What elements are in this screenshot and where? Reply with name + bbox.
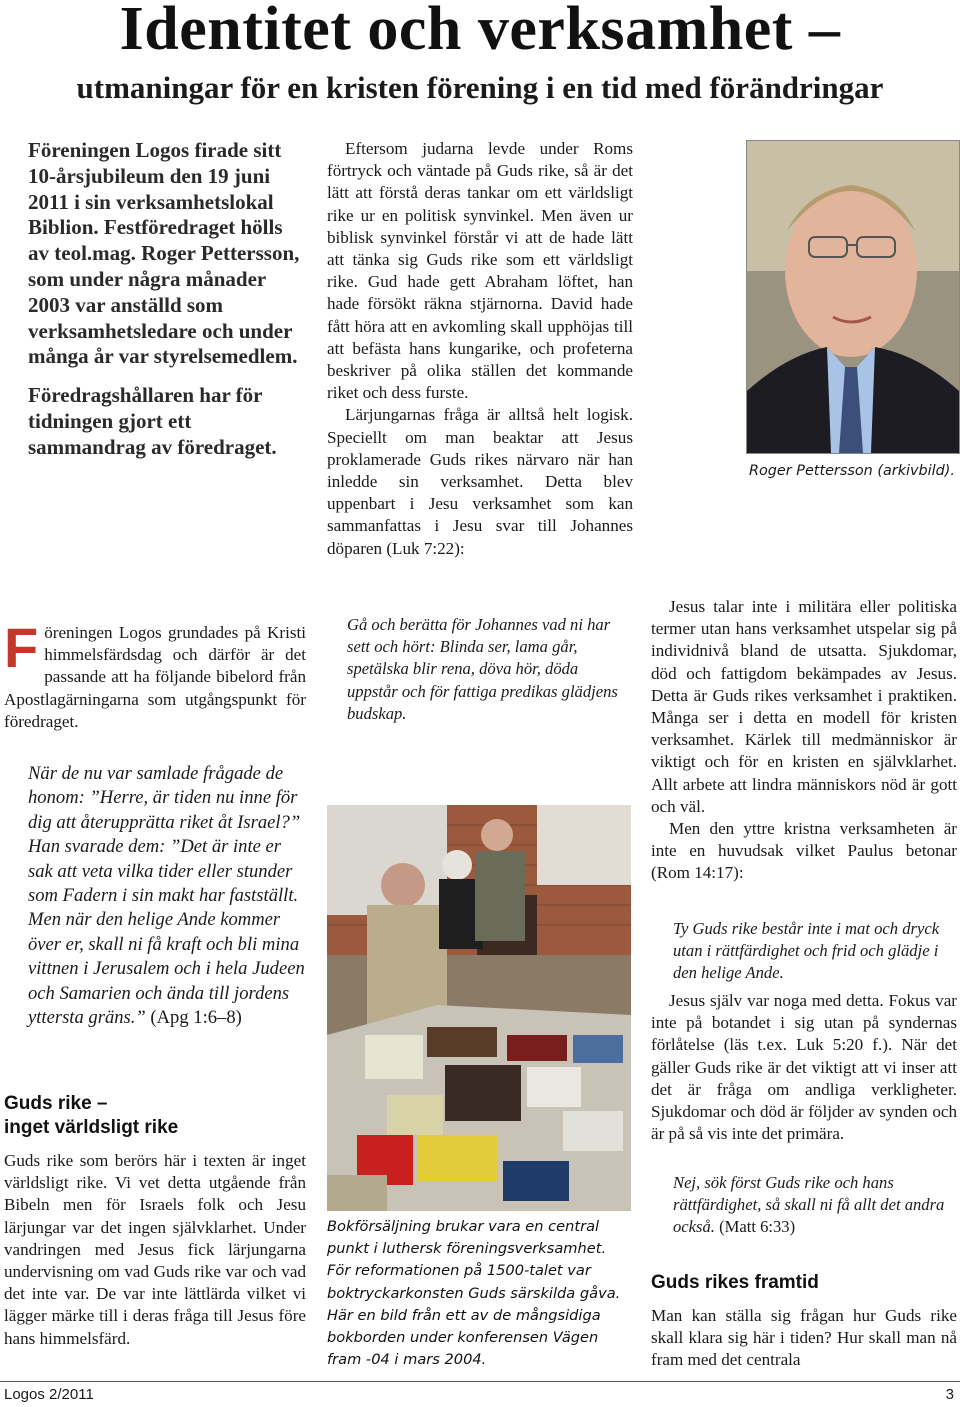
article-title: Identitet och verksamhet – [119, 0, 841, 63]
section-heading-line-2: inget världsligt rike [4, 1117, 179, 1138]
portrait-photo [746, 140, 960, 454]
opening-paragraph: öreningen Logos grundades på Kristi himmelsfärdsdag och därför är det passande att ha följande bibelord från Apostlagärningarna som utgångspunkt för föredraget. [4, 623, 306, 731]
col3-paragraph-4: Man kan ställa sig frågan hur Guds rike skall klara sig här i tiden? Hur skall man nå fram med det centrala [651, 1306, 957, 1370]
acts-quote-text: När de nu var samlade frågade de honom: ”Herre, är tiden nu inne för dig att återupprätta riket åt Israel?” Han svarade dem: ”Det är inte er sak att veta vilka tider eller stunder som Fadern i sin makt har fastställt. Men när den helige Ande kommer över er, skall ni få kraft och bli mina vittnen i Jerusalem och i hela Judeen och Samarien och ända till jordens yttersta gräns.” [28, 763, 305, 1029]
col1-opening [4, 616, 306, 733]
acts-quote [28, 762, 306, 1030]
section-heading-framtid: Guds rikes framtid [651, 1272, 819, 1293]
footer-divider [0, 1381, 960, 1382]
col2-paragraph-2: Lärjungarnas fråga är alltså helt logisk. Speciellt om man beaktar att Jesus proklamerade Guds rikes närvaro när han inledde sin verksamhet. Detta blev uppenbart i Jesu verksamhet som kan sammanfattas i Jesu svar till Johannes döparen (Luk 7:22): [327, 405, 633, 558]
drop-cap: F [4, 616, 39, 679]
col3-body-3 [651, 1305, 957, 1372]
book-table-photo-image [327, 805, 631, 1211]
col2-paragraph-1: Eftersom judarna levde under Roms förtryck och väntade på Guds rike, så är det lätt att förstå deras tankar om ett världsligt rike ur en politisk synvinkel. Men även ur biblisk synvinkel förstår vi att de hade lätt att tänka sig Guds rike som ett världsligt rike. Gud hade gett Abraham löftet, han hade försökt räkna stjärnorna. David hade fått höra att en avkomling skall upphöjas till att befästa hans kungarike, och profeterna beskriver på olika ställen det kommande riket och dess furste. [327, 139, 633, 403]
col3-paragraph-3: Jesus själv var noga med detta. Fokus var inte på botandet i sig utan på syndernas förlåtelse (läs t.ex. Luk 5:20 f.). När det gäller Guds rike är det viktigt att vi inser att det är fråga om andliga verkligheter. Sjukdomar och död är följder av synden och är på så vis inte det primära. [651, 991, 957, 1144]
matthew-quote-text: Nej, sök först Guds rike och hans rättfärdighet, så skall ni få allt det andra också. [673, 1173, 945, 1237]
col1-body [4, 1150, 306, 1350]
intro-paragraph-1: Föreningen Logos firade sitt 10-årsjubileum den 19 juni 2011 i sin verksamhetslokal Biblion. Festföredraget hölls av teol.mag. Roger Pettersson, som under några månader 2003 var anställd som verksamhetsledare och under många år var styrelsemedlem. [28, 138, 300, 369]
section-heading-guds-rike [4, 1092, 304, 1140]
col1-paragraph-2: Guds rike som berörs här i texten är inget världsligt rike. Vi vet detta utgående från Bibeln men för Israels folk och Jesu lärjungar var det ingen självklarhet. Under vandringen med Jesus fick lärjungarna undervisning om vad Guds rike var och vad det inte var. De var inte lättlärda vilket vi lägger märke till i deras fråga till Jesus före hans himmelsfärd. [4, 1151, 306, 1348]
footer-page-number: 3 [945, 1386, 954, 1403]
book-table-caption: Bokförsäljning brukar vara en central punkt i luthersk föreningsverksamhet. För reformationen på 1500-talet var boktryckarkonsten Guds särskilda gåva. Här en bild från ett av de mångsidiga bokborden under konferensen Vägen fram -04 i mars 2004. [327, 1218, 621, 1369]
matthew-quote-ref: (Matt 6:33) [714, 1217, 796, 1237]
acts-quote-ref: (Apg 1:6–8) [145, 1007, 242, 1029]
matthew-quote [673, 1172, 957, 1239]
col2-body [327, 138, 633, 560]
col3-paragraph-1: Jesus talar inte i militära eller politiska termer utan hans verksamhet utspelar sig på individnivå bland de utsatta. Sjukdomar, död och fattigdom bekämpades av Jesus. Detta är Guds rikes verksamhet i praktiken. Många ser i detta en modell för kristen verksamhet. Kärlek till medmänniskor är viktigt och för en kristen en självklarhet. Allt arbete att lindra människors nöd är gott och väl. [651, 597, 957, 816]
footer-issue: Logos 2/2011 [4, 1386, 94, 1403]
intro-block [28, 138, 300, 461]
col3-paragraph-2: Men den yttre kristna verksamheten är inte en huvudsak vilket Paulus betonar (Rom 14:17): [651, 819, 957, 883]
portrait-photo-image [747, 141, 959, 453]
romans-quote: Ty Guds rike består inte i mat och dryck utan i rättfärdighet och frid och glädje i den helige Ande. [673, 919, 940, 983]
luke-quote: Gå och berätta för Johannes vad ni har sett och hört: Blinda ser, lama går, spetälska blir rena, döva hör, döda uppstår och för fattiga predikas glädjens budskap. [347, 615, 618, 723]
intro-paragraph-2: Föredragshållaren har för tidningen gjort ett sammandrag av föredraget. [28, 383, 277, 459]
book-table-photo [327, 805, 631, 1211]
col3-body-2 [651, 990, 957, 1145]
section-heading-line-1: Guds rike – [4, 1093, 108, 1114]
col3-body-1 [651, 596, 957, 885]
article-subtitle: utmaningar för en kristen förening i en tid med förändringar [76, 70, 884, 105]
portrait-caption: Roger Pettersson (arkivbild). [748, 463, 955, 479]
